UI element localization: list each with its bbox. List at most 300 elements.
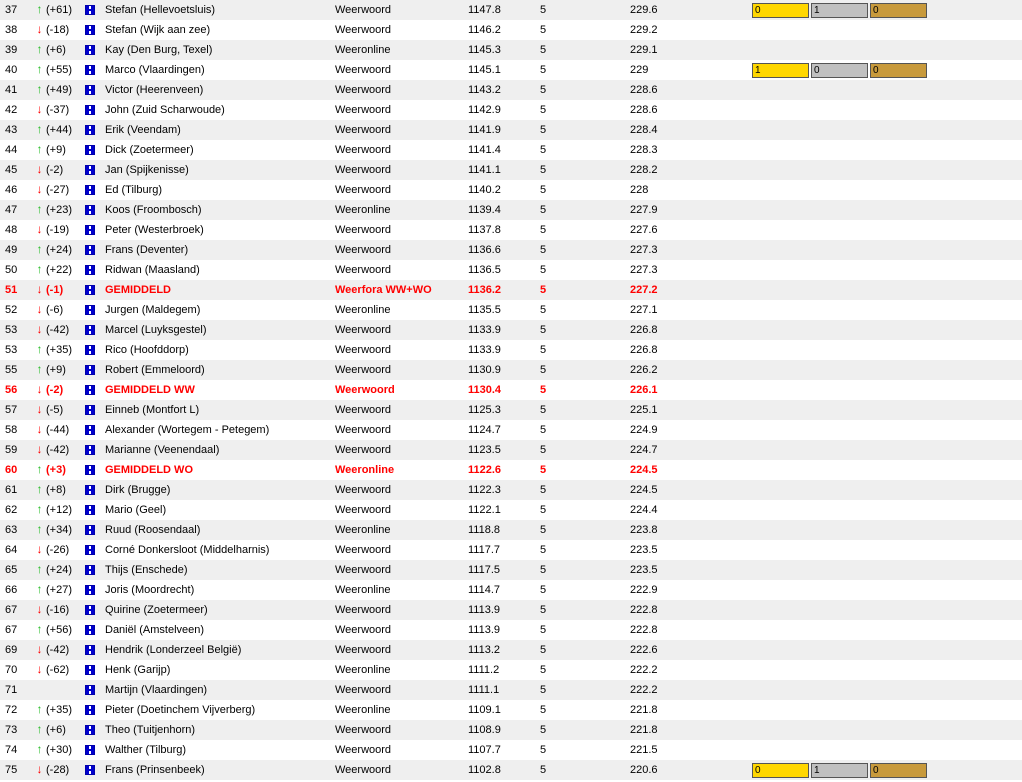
arrow-down-icon: ↓ (36, 222, 43, 236)
rank-cell: 37 (0, 0, 33, 20)
bronze-medal-count: 0 (870, 763, 927, 778)
entries-count-cell: 5 (540, 340, 630, 360)
average-score-cell: 228 (630, 180, 752, 200)
total-score-cell: 1141.1 (468, 160, 540, 180)
total-score-cell: 1135.5 (468, 300, 540, 320)
details-icon-cell[interactable] (85, 280, 105, 300)
details-icon[interactable] (85, 605, 95, 615)
rank-change-cell (33, 180, 85, 200)
entries-count-cell: 5 (540, 680, 630, 700)
medals-cell (752, 640, 942, 660)
total-score-cell: 1125.3 (468, 400, 540, 420)
details-icon-cell[interactable] (85, 440, 105, 460)
total-score-cell: 1122.1 (468, 500, 540, 520)
participant-name-cell: Henk (Garijp) (105, 660, 335, 680)
medals-cell (752, 440, 942, 460)
table-row (0, 760, 1022, 780)
arrow-down-icon: ↓ (36, 762, 43, 776)
details-icon[interactable] (85, 505, 95, 515)
empty-cell (942, 340, 1022, 360)
forum-cell: Weeronline (335, 520, 468, 540)
arrow-down-icon: ↓ (36, 322, 43, 336)
details-icon-cell[interactable] (85, 180, 105, 200)
rank-change-cell (33, 220, 85, 240)
details-icon-cell[interactable] (85, 160, 105, 180)
rank-cell: 69 (0, 640, 33, 660)
entries-count-cell: 5 (540, 300, 630, 320)
empty-cell (942, 420, 1022, 440)
details-icon-cell[interactable] (85, 360, 105, 380)
rank-cell: 43 (0, 120, 33, 140)
participant-name-cell: Jurgen (Maldegem) (105, 300, 335, 320)
medals-cell (752, 760, 942, 780)
details-icon[interactable] (85, 125, 95, 135)
details-icon-cell[interactable] (85, 740, 105, 760)
forum-cell: Weeronline (335, 300, 468, 320)
table-row (0, 660, 1022, 680)
average-score-cell: 224.5 (630, 480, 752, 500)
details-icon-cell[interactable] (85, 520, 105, 540)
average-score-cell: 229.6 (630, 0, 752, 20)
details-icon[interactable] (85, 625, 95, 635)
medals-cell (752, 260, 942, 280)
rank-cell: 49 (0, 240, 33, 260)
medals-cell (752, 140, 942, 160)
forum-cell: Weeronline (335, 700, 468, 720)
rank-change-value: (+44) (46, 124, 72, 136)
rank-change-cell (33, 480, 85, 500)
details-icon[interactable] (85, 685, 95, 695)
participant-name-cell: Marianne (Veenendaal) (105, 440, 335, 460)
rank-cell: 50 (0, 260, 33, 280)
medals-cell (752, 80, 942, 100)
participant-name-cell: Quirine (Zoetermeer) (105, 600, 335, 620)
forum-cell: Weerwoord (335, 100, 468, 120)
details-icon-cell[interactable] (85, 620, 105, 640)
details-icon[interactable] (85, 285, 95, 295)
details-icon[interactable] (85, 385, 95, 395)
total-score-cell: 1114.7 (468, 580, 540, 600)
arrow-up-icon: ↑ (36, 562, 43, 576)
arrow-up-icon: ↑ (36, 702, 43, 716)
details-icon-cell[interactable] (85, 580, 105, 600)
rank-cell: 48 (0, 220, 33, 240)
details-icon-cell[interactable] (85, 400, 105, 420)
participant-name-cell: Frans (Deventer) (105, 240, 335, 260)
empty-cell (942, 480, 1022, 500)
participant-name-cell: Corné Donkersloot (Middelharnis) (105, 540, 335, 560)
rank-change-cell (33, 680, 85, 700)
forum-cell: Weeronline (335, 660, 468, 680)
forum-cell: Weerwoord (335, 0, 468, 20)
table-row (0, 600, 1022, 620)
rank-change-cell (33, 700, 85, 720)
rank-cell: 70 (0, 660, 33, 680)
rank-cell: 66 (0, 580, 33, 600)
forum-cell: Weerwoord (335, 500, 468, 520)
empty-cell (942, 280, 1022, 300)
details-icon[interactable] (85, 665, 95, 675)
arrow-down-icon: ↓ (36, 422, 43, 436)
participant-name-cell: Frans (Prinsenbeek) (105, 760, 335, 780)
details-icon-cell[interactable] (85, 380, 105, 400)
medals-cell (752, 160, 942, 180)
details-icon-cell[interactable] (85, 0, 105, 20)
details-icon[interactable] (85, 465, 95, 475)
bronze-medal-count: 0 (870, 3, 927, 18)
details-icon-cell[interactable] (85, 220, 105, 240)
participant-name-cell: Walther (Tilburg) (105, 740, 335, 760)
rank-change-value: (+55) (46, 64, 72, 76)
gold-medal-count: 0 (752, 763, 809, 778)
details-icon[interactable] (85, 145, 95, 155)
rank-cell: 53 (0, 320, 33, 340)
entries-count-cell: 5 (540, 640, 630, 660)
details-icon[interactable] (85, 365, 95, 375)
details-icon[interactable] (85, 105, 95, 115)
forum-cell: Weerwoord (335, 480, 468, 500)
silver-medal-count: 1 (811, 763, 868, 778)
details-icon[interactable] (85, 305, 95, 315)
table-row (0, 480, 1022, 500)
rank-change-cell (33, 80, 85, 100)
average-score-cell: 228.6 (630, 100, 752, 120)
rank-cell: 73 (0, 720, 33, 740)
empty-cell (942, 620, 1022, 640)
medals-cell (752, 680, 942, 700)
table-row (0, 440, 1022, 460)
arrow-down-icon: ↓ (36, 662, 43, 676)
participant-name-cell: Stefan (Wijk aan zee) (105, 20, 335, 40)
forum-cell: Weerwoord (335, 260, 468, 280)
rank-cell: 61 (0, 480, 33, 500)
arrow-up-icon: ↑ (36, 522, 43, 536)
rank-change-value: (-5) (46, 404, 64, 416)
details-icon-cell[interactable] (85, 640, 105, 660)
details-icon-cell[interactable] (85, 500, 105, 520)
total-score-cell: 1140.2 (468, 180, 540, 200)
arrow-up-icon: ↑ (36, 722, 43, 736)
arrow-up-icon: ↑ (36, 582, 43, 596)
forum-cell: Weerwoord (335, 720, 468, 740)
details-icon[interactable] (85, 425, 95, 435)
empty-cell (942, 520, 1022, 540)
details-icon[interactable] (85, 585, 95, 595)
rank-cell: 57 (0, 400, 33, 420)
rank-change-cell (33, 60, 85, 80)
forum-cell: Weerwoord (335, 420, 468, 440)
medals-cell (752, 360, 942, 380)
table-row (0, 20, 1022, 40)
details-icon-cell[interactable] (85, 540, 105, 560)
medals-cell (752, 700, 942, 720)
average-score-cell: 222.2 (630, 660, 752, 680)
rank-cell: 67 (0, 620, 33, 640)
details-icon[interactable] (85, 545, 95, 555)
details-icon[interactable] (85, 165, 95, 175)
details-icon-cell[interactable] (85, 460, 105, 480)
details-icon[interactable] (85, 185, 95, 195)
medals-cell (752, 180, 942, 200)
entries-count-cell: 5 (540, 240, 630, 260)
details-icon-cell[interactable] (85, 700, 105, 720)
details-icon-cell[interactable] (85, 720, 105, 740)
details-icon-cell[interactable] (85, 560, 105, 580)
rank-cell: 47 (0, 200, 33, 220)
details-icon[interactable] (85, 5, 95, 15)
participant-name-cell: Erik (Veendam) (105, 120, 335, 140)
entries-count-cell: 5 (540, 280, 630, 300)
average-score-cell: 223.5 (630, 540, 752, 560)
empty-cell (942, 360, 1022, 380)
rank-cell: 74 (0, 740, 33, 760)
participant-name-cell: Thijs (Enschede) (105, 560, 335, 580)
arrow-down-icon: ↓ (36, 602, 43, 616)
details-icon[interactable] (85, 705, 95, 715)
rank-change-cell (33, 300, 85, 320)
details-icon-cell[interactable] (85, 760, 105, 780)
total-score-cell: 1141.4 (468, 140, 540, 160)
table-row (0, 340, 1022, 360)
total-score-cell: 1122.6 (468, 460, 540, 480)
details-icon[interactable] (85, 645, 95, 655)
arrow-up-icon: ↑ (36, 142, 43, 156)
details-icon-cell[interactable] (85, 200, 105, 220)
rank-change-value: (-18) (46, 24, 70, 36)
entries-count-cell: 5 (540, 100, 630, 120)
participant-name-cell: Peter (Westerbroek) (105, 220, 335, 240)
forum-cell: Weerwoord (335, 740, 468, 760)
participant-name-cell: Dick (Zoetermeer) (105, 140, 335, 160)
details-icon[interactable] (85, 325, 95, 335)
empty-cell (942, 240, 1022, 260)
rank-cell: 58 (0, 420, 33, 440)
empty-cell (942, 120, 1022, 140)
average-score-cell: 229 (630, 60, 752, 80)
silver-medal-count: 0 (811, 63, 868, 78)
average-score-cell: 227.3 (630, 260, 752, 280)
total-score-cell: 1130.9 (468, 360, 540, 380)
entries-count-cell: 5 (540, 20, 630, 40)
details-icon[interactable] (85, 265, 95, 275)
medals-cell (752, 120, 942, 140)
average-score-cell: 224.9 (630, 420, 752, 440)
details-icon-cell[interactable] (85, 100, 105, 120)
details-icon[interactable] (85, 565, 95, 575)
total-score-cell: 1118.8 (468, 520, 540, 540)
rank-change-value: (-62) (46, 664, 70, 676)
rank-cell: 65 (0, 560, 33, 580)
empty-cell (942, 500, 1022, 520)
forum-cell: Weerwoord (335, 320, 468, 340)
rank-cell: 75 (0, 760, 33, 780)
rank-cell: 41 (0, 80, 33, 100)
participant-name-cell: Marcel (Luyksgestel) (105, 320, 335, 340)
details-icon[interactable] (85, 245, 95, 255)
empty-cell (942, 260, 1022, 280)
rank-change-value: (+27) (46, 584, 72, 596)
table-row (0, 460, 1022, 480)
arrow-down-icon: ↓ (36, 162, 43, 176)
medals-cell (752, 660, 942, 680)
details-icon[interactable] (85, 85, 95, 95)
total-score-cell: 1111.1 (468, 680, 540, 700)
rank-cell: 62 (0, 500, 33, 520)
details-icon-cell[interactable] (85, 660, 105, 680)
details-icon[interactable] (85, 405, 95, 415)
entries-count-cell: 5 (540, 720, 630, 740)
entries-count-cell: 5 (540, 740, 630, 760)
entries-count-cell: 5 (540, 440, 630, 460)
entries-count-cell: 5 (540, 220, 630, 240)
rank-change-cell (33, 420, 85, 440)
empty-cell (942, 400, 1022, 420)
empty-cell (942, 660, 1022, 680)
details-icon[interactable] (85, 525, 95, 535)
table-row (0, 380, 1022, 400)
rank-change-value: (+3) (46, 464, 66, 476)
entries-count-cell: 5 (540, 200, 630, 220)
details-icon[interactable] (85, 745, 95, 755)
empty-cell (942, 300, 1022, 320)
average-score-cell: 227.1 (630, 300, 752, 320)
medals-cell (752, 280, 942, 300)
rank-change-value: (-2) (46, 164, 64, 176)
details-icon-cell[interactable] (85, 60, 105, 80)
details-icon-cell[interactable] (85, 80, 105, 100)
details-icon[interactable] (85, 485, 95, 495)
empty-cell (942, 0, 1022, 20)
medals-cell (752, 300, 942, 320)
arrow-up-icon: ↑ (36, 42, 43, 56)
rank-change-value: (-2) (46, 384, 64, 396)
average-score-cell: 224.4 (630, 500, 752, 520)
average-score-cell: 221.8 (630, 720, 752, 740)
average-score-cell: 226.1 (630, 380, 752, 400)
details-icon[interactable] (85, 345, 95, 355)
rank-change-value: (-26) (46, 544, 70, 556)
details-icon[interactable] (85, 445, 95, 455)
medals-cell (752, 400, 942, 420)
details-icon-cell[interactable] (85, 340, 105, 360)
entries-count-cell: 5 (540, 140, 630, 160)
medals-cell (752, 100, 942, 120)
participant-name-cell: Pieter (Doetinchem Vijverberg) (105, 700, 335, 720)
details-icon[interactable] (85, 65, 95, 75)
rank-change-cell (33, 440, 85, 460)
rank-cell: 60 (0, 460, 33, 480)
forum-cell: Weerwoord (335, 140, 468, 160)
rank-change-cell (33, 760, 85, 780)
medal-counts (752, 63, 942, 78)
details-icon[interactable] (85, 765, 95, 775)
rank-change-value: (-28) (46, 764, 70, 776)
rank-change-cell (33, 400, 85, 420)
details-icon-cell[interactable] (85, 120, 105, 140)
details-icon-cell[interactable] (85, 600, 105, 620)
details-icon-cell[interactable] (85, 680, 105, 700)
details-icon-cell[interactable] (85, 300, 105, 320)
rank-change-value: (-42) (46, 644, 70, 656)
gold-medal-count: 0 (752, 3, 809, 18)
details-icon-cell[interactable] (85, 420, 105, 440)
forum-cell: Weeronline (335, 40, 468, 60)
entries-count-cell: 5 (540, 0, 630, 20)
rank-change-value: (-42) (46, 444, 70, 456)
table-row (0, 240, 1022, 260)
arrow-down-icon: ↓ (36, 22, 43, 36)
arrow-down-icon: ↓ (36, 302, 43, 316)
participant-name-cell: Ed (Tilburg) (105, 180, 335, 200)
total-score-cell: 1143.2 (468, 80, 540, 100)
table-row (0, 180, 1022, 200)
total-score-cell: 1146.2 (468, 20, 540, 40)
rank-cell: 64 (0, 540, 33, 560)
rank-cell: 55 (0, 360, 33, 380)
rank-change-value: (+9) (46, 144, 66, 156)
table-row (0, 420, 1022, 440)
details-icon-cell[interactable] (85, 240, 105, 260)
total-score-cell: 1145.1 (468, 60, 540, 80)
entries-count-cell: 5 (540, 420, 630, 440)
details-icon[interactable] (85, 205, 95, 215)
empty-cell (942, 760, 1022, 780)
details-icon-cell[interactable] (85, 480, 105, 500)
empty-cell (942, 740, 1022, 760)
total-score-cell: 1137.8 (468, 220, 540, 240)
average-score-cell: 222.2 (630, 680, 752, 700)
details-icon-cell[interactable] (85, 40, 105, 60)
medals-cell (752, 40, 942, 60)
entries-count-cell: 5 (540, 400, 630, 420)
average-score-cell: 228.6 (630, 80, 752, 100)
medals-cell (752, 420, 942, 440)
rank-cell: 40 (0, 60, 33, 80)
total-score-cell: 1141.9 (468, 120, 540, 140)
empty-cell (942, 540, 1022, 560)
rank-change-cell (33, 460, 85, 480)
details-icon[interactable] (85, 25, 95, 35)
details-icon-cell[interactable] (85, 140, 105, 160)
medals-cell (752, 0, 942, 20)
details-icon[interactable] (85, 725, 95, 735)
entries-count-cell: 5 (540, 580, 630, 600)
rank-cell: 56 (0, 380, 33, 400)
rank-cell: 71 (0, 680, 33, 700)
details-icon[interactable] (85, 45, 95, 55)
table-row (0, 540, 1022, 560)
entries-count-cell: 5 (540, 620, 630, 640)
rank-change-value: (+49) (46, 84, 72, 96)
arrow-up-icon: ↑ (36, 82, 43, 96)
table-row (0, 280, 1022, 300)
rank-change-value: (+22) (46, 264, 72, 276)
table-row (0, 640, 1022, 660)
rank-change-value: (-42) (46, 324, 70, 336)
participant-name-cell: Stefan (Hellevoetsluis) (105, 0, 335, 20)
arrow-up-icon: ↑ (36, 62, 43, 76)
details-icon-cell[interactable] (85, 20, 105, 40)
medals-cell (752, 480, 942, 500)
details-icon[interactable] (85, 225, 95, 235)
details-icon-cell[interactable] (85, 320, 105, 340)
details-icon-cell[interactable] (85, 260, 105, 280)
rank-cell: 42 (0, 100, 33, 120)
rank-change-cell (33, 740, 85, 760)
rank-cell: 52 (0, 300, 33, 320)
table-row (0, 100, 1022, 120)
rank-change-value: (-6) (46, 304, 64, 316)
